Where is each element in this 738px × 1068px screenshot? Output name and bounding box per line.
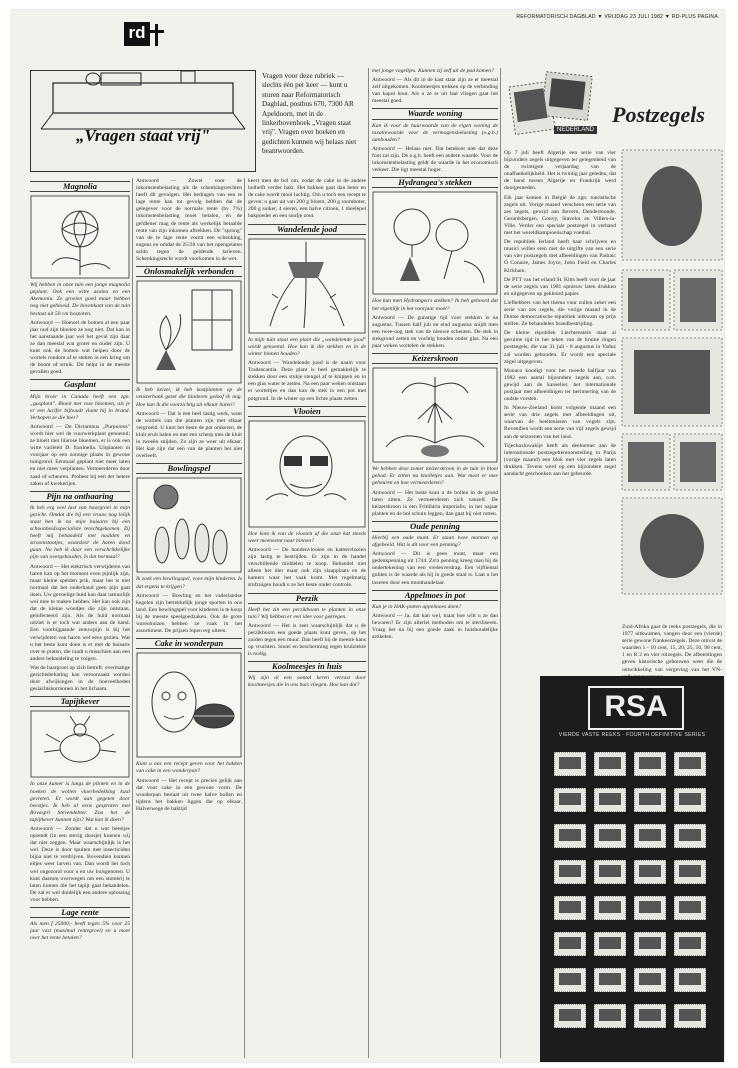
rsa-stamps-panel — [540, 676, 724, 1062]
rsa-stamp — [674, 1004, 706, 1028]
column-rule — [500, 68, 501, 1058]
rsa-stamp — [594, 824, 626, 848]
heading-koolmeesjes-in-huis: Koolmeesjes in huis — [248, 661, 366, 672]
rsa-stamp — [594, 968, 626, 992]
answer: Antwoord — Zonder dat u wat beestjes opzendt (in een stevig doosje) kunnen wij dat niet zeggen. Maar waarschijnlijk is het wel. Deze is door spuiten met insecticiden bijna niet te verdrijven. Bovendien kunnen eitjes weer larven van. Dan wordt het toch wel ongezond voor u en uw huisgenoten. U kunt daarom overwegen om een stomerij te laten komen die het tapijt gaat behandelen. De zal er wel duidelijk een andere oplossing voor hebben. — [30, 826, 130, 903]
crown-imperial-illustration — [372, 367, 498, 463]
magnolia-illustration — [30, 195, 130, 279]
rsa-stamp — [634, 788, 666, 812]
nederland-stamp-label: NEDERLAND — [554, 126, 597, 134]
answer: Antwoord — Ja, dat kan wel, maar hoe wilt u ze dan bewaren? Er zijn allerlei methoden om te steriliseren. Vraag het na bij een goede zaak in huishoudelijke artikelen. — [372, 612, 498, 641]
rsa-stamp — [634, 860, 666, 884]
answer: Antwoord — Het is zeer waarschijnlijk dat u de perzikboom een goede plaats kunt geven, op het zuiden tegen een muur. Dan heeft hij de meeste kans op vruchten. Snoei en bescherming tegen krulziekte is nodig. — [248, 622, 366, 658]
question: Hoe kun men Hydrangea's stekken? Ik heb gehoord dat het eigenlijk in het voorjaar moet? — [372, 298, 498, 312]
answer: Antwoord — Het beste kunt u de bollen in de grond laten zitten. Ze vermeerderen zich vanzelf. De keizerskroon is een Fritillaria imperialis; in het najaar planten en de bol schuin leggen, dan gaat hij niet rotten. — [372, 489, 498, 517]
beetle-illustration — [30, 710, 130, 778]
column-rule — [368, 68, 369, 1058]
answer: Antwoord — Dit is geen munt, maar een gedenkpenning uit 1744. Zo'n penning kreeg men bij de ondertekening van een vredesverdrag. Een vijftiental gulden is de waarde als hij in goede staat is. Laat u het taxeren door een munthandelaar. — [372, 551, 498, 586]
rsa-title: RSA — [588, 686, 684, 730]
rsa-stamp — [674, 860, 706, 884]
question: Kan ik voor de huurwaarde van de eigen woning de taxatiewaarde voor de vermogensbelasting (o.g.b.) aanhouden? — [372, 122, 498, 143]
answer: Antwoord — Helaas niet. Dat betekent niet dat deze fout zal zijn. De o.g.b. heeft een andere waarde. Voor de inkomstenbelasting geldt de waarde in het economisch verkeer. Die ligt meestal hoger. — [372, 145, 498, 174]
column-3 — [248, 178, 366, 1058]
rsa-stamp — [674, 752, 706, 776]
heading-wandelende-jood: Wandelende jood — [248, 224, 366, 235]
question: In mijn tuin staat een plant die „wandelende jood" wordt genoemd. Hoe kan ik die stekken en in de winter binnen houden? — [248, 336, 366, 357]
bowling-pins-illustration — [136, 477, 242, 573]
question: Ik heb erg veel last van haargroei in mijn gezicht. Omdat die bij een vrouw nog lelijk staat ben ik na mijn huisarts bij een schoonheidsspecialiste terechtgekomen. Zij heeft mij behandeld met naalden en stroomstootjes, waardoor de haren dood gaan. Nu heb ik daar een verschrikkelijke pijn van overgehouden. Is dat normaal? — [30, 504, 130, 561]
hanging-plant-illustration — [248, 238, 366, 334]
column-5b — [622, 624, 722, 674]
column-2 — [136, 178, 242, 1058]
stamp-news: Elk jaar komen in België de zgn. toeristische zegels uit. Vorige maand verscheen een serie van zes zegels, gewijd aan Bevern, Dendermonde, Gerardsbergen, Gouvy, Stavelot en Villers-la-Ville. Verder een speciale postzegel in verband met het wereldkampioenschap voetbal. — [504, 194, 616, 237]
stamp-news: De republiek Ierland heeft haar schrijvers en musici willen eren met de uitgifte van een serie van vier postzegels met afbeeldingen van Padraic Ó Conaire, James Joyce, John Field en Charles Kickham. — [504, 239, 616, 274]
page-title: „Vragen staat vrij" — [75, 126, 211, 145]
stamp-news: De kleine republiek Liechtenstein staat al geruime tijd in het teken van de bruine ringen postzegels; die van 31 juli - 8 augustus in Vaduz zal worden gehouden. Er wordt een speciale zegel uitgegeven. — [504, 330, 616, 365]
rsa-stamp — [554, 896, 586, 920]
heading-perzik: Perzik — [248, 593, 366, 604]
rsa-stamp — [554, 1004, 586, 1028]
stamp-news: Liefhebbers van het thema vuur zullen zeker een serie van zes zegels, die vorige maand in de Duitse democratische republiek uitkwam op prijs stellen. Ze behandelen brandbestrijding. — [504, 299, 616, 328]
question: We hebben deze zomer keizerskroon in de tuin in bloei gehad. Er zitten nu knolletjes aan. Wat moet er mee gebeuren en hoe vermeerderen? — [372, 466, 498, 487]
heading-cake-in-wonderpan: Cake in wonderpan — [136, 638, 242, 649]
heading-appelmoes-in-pot: Appelmoes in pot — [372, 590, 498, 601]
rsa-stamp — [554, 788, 586, 812]
rsa-stamp — [634, 824, 666, 848]
answer: Antwoord — De hondenvlooien en kattenvlooien zijn lastig te bestrijden. Er zijn in de handel verschillende middelen te koop. Behandel niet alleen het dier maar ook zijn slaapplaats en de kamers waar het vaak komt. Met regelmatig stofzuigen houdt u ze het beste onder controle. — [248, 546, 366, 589]
rsa-stamp — [674, 824, 706, 848]
answer: Antwoord — Wandelende jood is de naam voor Tradescantia. Deze plant is heel gemakkelijk te stekken door een stukje stengel af te knippen en in een glas water te zetten. Na een paar weken ontstaan er worteltjes en dan kan de stek in een pot met potgrond. In de winter op een lichte plaats zetten. — [248, 360, 366, 402]
question: Hierbij een oude munt. Er staan twee mannen op afgebeeld. Wat is dit voor een penning? — [372, 535, 498, 549]
question: Ik heb keizer, ik heb kastplanten op de vensterbank gezet die hinderen geloof ik nog. Hoe kan ik die voorzichtig uit elkaar halen? — [136, 387, 242, 408]
newspaper-page — [12, 10, 724, 1062]
column-rule — [244, 178, 245, 1058]
rsa-stamp — [634, 896, 666, 920]
answer: keert men de bol om, zodat de cake in de andere bolhelft verder bakt. Het bakken gaat dan beter en de cake wordt mooi luchtig. Om u toch een recept te geven: u gaat uit van 200 g bloem, 200 g roomboter, 200 g suiker, 4 eieren, een halve citroen, 1 theelepel bakpoeder en een snufje zout. — [248, 178, 366, 220]
rsa-stamp — [594, 896, 626, 920]
rsa-stamp — [594, 932, 626, 956]
rsa-stamp — [674, 968, 706, 992]
answer: Antwoord — De gunstige tijd voor stekken is na augustus. Tussen half juli en eind augustus snijdt men een twee-oog stek van de nieuwe scheuten. De stek in stekgrond zetten en vochtig houden onder glas. Na een paar weken wortelen de stekken. — [372, 314, 498, 349]
rd-logo — [124, 22, 160, 50]
rsa-stamp — [674, 896, 706, 920]
stamp-news: In Nieuw-Zeeland komt volgende maand een serie van drie zegels met afbeeldingen uit, waarvan de beeltenissen van vogels zijn. Bovendien wordt een serie van vijf zegels gewijd aan de seizoenen van het land. — [504, 405, 616, 440]
rsa-stamp — [674, 788, 706, 812]
heading-lage-rente: Lage rente — [30, 907, 130, 918]
typewriter-desk-icon — [31, 71, 255, 131]
rubric-header — [30, 70, 256, 172]
answer: Antwoord — Het recept is precies gelijk aan dat voor cake in een gewone vorm. De wonderpan bestaat uit twee halve bollen en tijdens het bakken liggen die op elkaar. Halverwege de baktijd — [136, 777, 242, 812]
answer: Antwoord — Dat is een heel lastig werk, want de wortels van die planten zijn met elkaar vergroeid. U kunt het beste de pot omkeren, de kluit eruit halen en met een scherp mes de kluit in tweeën snijden. Zo zijn ze weer uit elkaar. Het kan zijn dat een van de planten het niet overleeft. — [136, 410, 242, 460]
rsa-stamp — [634, 968, 666, 992]
stamps-column-illustration — [620, 150, 724, 630]
heading-hydrangeas-stekken: Hydrangea's stekken — [372, 177, 498, 188]
heading-oude-penning: Oude penning — [372, 521, 498, 532]
answer: Antwoord — De Dictamnus „Purpureus" wordt hier wel de vuurwerkplant genoemd; ze bloeit met lilarose bloemen, er is ook een witte variëteit D. fraxinella. Uitplanten in voorjaar op een zonnige plaats in gewone tuingrond. Eenmaal geplant niet meer laten en niet meer verplanten. Vermeerderen door zaad of scheuren. Probeer bij een der betere zaken of kwekerijen. — [30, 423, 130, 487]
page-runner: REFORMATORISCH DAGBLAD ▼ VRIJDAG 23 JULI 1982 ▼ RD-PLUS PAGINA — [516, 14, 718, 20]
man-scratching-illustration — [248, 420, 366, 528]
answer: Antwoord — Het elektrisch verwijderen van haren kan op het moment even pijnlijk zijn, maar kleine spelden prik, maar het is niet normaal dat het onderhand geen pijn gaat doen. Uw gevoelige huid kan daar natuurlijk wel mee te maken hebben. Het kan ook zijn dat de kleine wondjes die zijn ontstaan, geïnfecteerd zijn. Als de huid normaal uitziet is er toch wat anders aan de hand. Een voorbijgaande zenuwpijn is bij het verwijderen van haren wel eens gezien. Wat u het beste kunt doen is er met de huisarts over te praten, die raadt u misschien aan een andere behandeling te volgen. — [30, 563, 130, 662]
question: met jonge vogeltjes. Kunnen zij zelf uit de pad komen? — [372, 68, 494, 74]
rubric-intro: Vragen voor deze rubriek — slechts één per keer — kunt u sturen naar Reformatorisch Dagblad, postbus 670, 7300 AR Apeldoorn, met in de linkerbovenhoek „Vragen staat vrij". Vragen over boeken en gedichten kunnen wij helaas niet beantwoorden. — [262, 72, 357, 156]
column-4 — [372, 68, 498, 1058]
rsa-stamp — [674, 932, 706, 956]
heading-gasplant: Gasplant — [30, 379, 130, 390]
rsa-stamp — [594, 752, 626, 776]
rsa-stamp — [634, 752, 666, 776]
rsa-stamp — [554, 968, 586, 992]
postzegels-title: Postzegels — [612, 102, 705, 127]
rsa-stamp — [634, 1004, 666, 1028]
answer: Wat de haargroei op zich betreft: overmatige gezichtsbeharing kan veroorzaakt worden door afwijkingen in de hoeveelheden geslachtshormonen in het lichaam. — [30, 664, 130, 693]
rsa-stamp — [634, 932, 666, 956]
heading-onlosmakelijk-verbonden: Onlosmakelijk verbonden — [136, 266, 242, 277]
column-rule — [132, 178, 133, 1058]
question: Ik zoek een bowlingspel, voor mijn kinderen. Is dat ergens te krijgen? — [136, 576, 242, 590]
question: In onze kamer is langs de plinten en in de hoeken de wollen vloerbedekking kaal gevreten. Er wordt aan gegeten door beestjes. Ik heb al eens gesproten met Rovaspri Stevendebter. Zou het de tapijtkever kunnen zijn? Wat kan ik doen? — [30, 781, 130, 823]
question: Wij zijn al een aantal keren verrast door koolmeesjes die in ons huis vliegen. Hoe kan dat? — [248, 675, 366, 689]
answer: Antwoord — Hoewel de bomen al een paar jaar oud zijn bloeien ze nog niet. Dat kan in het aanstaande jaar wel het geval zijn daar ze dan meestal wat groter en ouder zijn. U kunt ook de bomen wat helpen door de wortels rondom af te steken in een kring om de boom of struik. Dit helpt in de meeste gevallen goed. — [30, 319, 130, 376]
rsa-stamp — [554, 824, 586, 848]
stamp-news: Monaco kondigt voor het tweede halfjaar van 1982 een aantal bijzondere zegels aan, o.m. gewijd aan de kanselier, het internationale postjaar met afbeeldingen ter herinnering van de oudste vorsten. — [504, 367, 616, 403]
column-1 — [30, 178, 130, 1058]
rsa-stamp — [554, 860, 586, 884]
heading-magnolia: Magnolia — [30, 181, 130, 192]
heading-waarde-woning: Waarde woning — [372, 108, 498, 119]
hydrangea-illustration — [372, 191, 498, 295]
logo-mark: rd — [124, 22, 150, 46]
rsa-stamp — [594, 788, 626, 812]
heading-keizerskroon: Keizerskroon — [372, 353, 498, 364]
heading-tapijtkever: Tapijtkever — [30, 696, 130, 707]
stamp-news: Zuid-Afrika gaat de reeks postzegels, die in 1977 uitkwamen, vangen door een (vierde) serie gewone frankeerzegels. Deze omvat de waarden 1 - 10 cent, 15, 20, 25, 50, 90 cent, 1 en R 2 en vier rolzegels. De afbeeldingen geven historische gebouwen weer die de ontwikkeling van vergeving van het VN- — [622, 624, 722, 673]
rsa-subtitle: VIERDE VASTE REEKS · FOURTH DEFINITIVE SERIES — [558, 732, 706, 738]
heading-pijn-na-onthaaring: Pijn na onthaaring — [30, 491, 130, 502]
cake-man-illustration — [136, 652, 242, 758]
plants-window-illustration — [136, 280, 242, 384]
question: Kunt u ons een recept geven voor het bakken van cake in een wonderpan? — [136, 761, 242, 775]
question: Heeft het zin een perzikboom te planten in onze tuin? Wij hebben er een idee voor gekregen. — [248, 606, 366, 620]
rsa-stamp — [554, 752, 586, 776]
question: Hoe kom ik van de vlooien af die onze kat steeds weer meeneemt naar binnen? — [248, 530, 366, 544]
heading-bowlingspel: Bowlingspel — [136, 463, 242, 474]
answer: Antwoord — Zowel voor de inkomstenbelasting als de schenkingsrechten heeft dit gevolgen. Het bedragen van een te lage rente kan tot gevolg hebben dat de gelegever voor de normale rente (bv 7%) inkomstenbelasting moet betalen, en de geldlener mag de rente als werkelijk betaalde rente van zijn inkomen aftrekken. De "sprong" van de te lage rente vormt een schenking, engens en omdat de 25/28 van het opengelaten saldo tegen de geldende tarieven. Schenkingsrecht wordt voorkomen in de wet. — [136, 178, 242, 263]
answer: Antwoord — Bowling en het vaderlandse kegelen zijn betrekkelijk jonge sporten in ons land. Een bowlingspel voor kinderen is te koop bij de meeste speelgoedzaken. Ook de grote warenhuizen hebben ze vaak in het assortiment. De prijzen lopen erg uiteen. — [136, 592, 242, 635]
rsa-stamp — [594, 1004, 626, 1028]
question: Als men f 25000,- heeft tegen 5% voor 25 jaar vast (maximal rentegroei) en u moet over het rente betalen? — [30, 921, 130, 942]
question: Kun je in HAK-potten appelmoes doen? — [372, 603, 462, 610]
answer: Antwoord — Als dit in de kast staat zijn ze er meestal zelf uitgekomen. Koolmeesjes trekken op de verbinding van kapot hout. Als u ze er uit laat vliegen gaat het meestal goed. — [372, 77, 498, 105]
question: Wij hebben in onze tuin een jonge magnolia geplant. Ook een witte azalea en een Akemonia. Ze groeien goed maar hebben nog niet gebloeid. De bovenkant van de tuin bestaat uit 50 cm bospoten. — [30, 282, 130, 317]
column-5 — [504, 150, 616, 670]
cross-icon — [150, 24, 164, 46]
stamp-news: Op 7 juli heeft Algerije een serie van vier bijzondere zegels uitgegeven ter gelegenheid van de twintigste verjaardag van de onafhankelijkheid. Het is twintig jaar geleden, dat de band tussen Algerije en Frankrijk werd doorgesneden. — [504, 150, 616, 192]
stamp-news: De PTT van het eiland St. Kitts heeft voor de jaar de serie zegels van 1981 opnieuw laten drukken en uitgegeven op gekleurd papier. — [504, 276, 616, 297]
rsa-stamp — [554, 932, 586, 956]
rsa-stamp — [594, 860, 626, 884]
stamp-news: Tsjechoslowakije heeft als deelnemer aan de internationale postzegeltentoonstelling in Parijs (vorige maand) een blok met vier zegels laten drukken. Tevens werd op een bijzondere zegel aandacht geschonken aan het gebeurde. — [504, 442, 616, 478]
question: Mijn broer in Canada heeft een zgn. „gasplant". Bloeit met rose bloemen, als je er een lucifer bijhoudt vlamt hij in brand. Verkopen ze die hier? — [30, 393, 130, 421]
heading-vlooien: Vlooien — [248, 406, 366, 417]
